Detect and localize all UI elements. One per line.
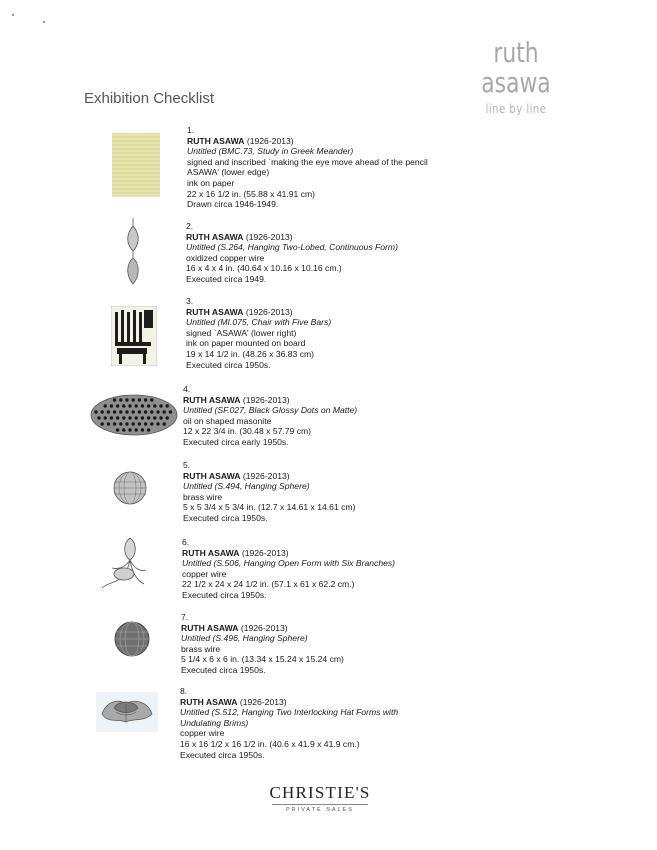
medium: copper wire <box>182 568 227 579</box>
artwork-thumbnail-6 <box>100 536 152 592</box>
artwork-title-cont: Undulating Brims) <box>180 717 249 728</box>
artwork-title: Untitled (MI.075, Chair with Five Bars) <box>186 317 332 328</box>
artist-name: RUTH ASAWA <box>181 622 239 633</box>
artwork-title: Untitled (S.494, Hanging Sphere) <box>183 481 310 492</box>
artwork-title: Untitled (S.264, Hanging Two-Lobed, Continuous Form) <box>186 242 398 253</box>
painted-dot <box>135 404 138 407</box>
artist-name: RUTH ASAWA <box>183 394 241 405</box>
painted-dot <box>110 404 113 407</box>
artist-dates: (1926-2013) <box>238 622 288 633</box>
artist-name: RUTH ASAWA <box>186 306 244 317</box>
artist-dates: (1926-2013) <box>240 470 290 481</box>
painted-dot <box>125 422 128 425</box>
painted-dot <box>150 422 153 425</box>
checklist-entry-7 <box>181 612 344 676</box>
painted-dot <box>113 422 116 425</box>
checklist-entry-4 <box>183 384 357 448</box>
painted-dot <box>153 404 156 407</box>
date: Executed circa early 1950s. <box>183 436 289 447</box>
painted-dot <box>116 416 119 419</box>
medium: brass wire <box>181 643 221 654</box>
painted-dot <box>166 416 169 419</box>
inscription-cont: ASAWA' (lower edge) <box>187 167 270 178</box>
painted-dot <box>107 422 110 425</box>
checklist-entry-5 <box>183 460 355 524</box>
painted-dot <box>147 428 150 431</box>
painted-dot <box>159 416 162 419</box>
artist-dates: (1926-2013) <box>239 547 289 558</box>
painted-dot <box>135 416 138 419</box>
painted-dot <box>128 416 131 419</box>
painted-dot <box>141 428 144 431</box>
artwork-title: Untitled (S.506, Hanging Open Form with Six Branches) <box>182 558 396 569</box>
christies-logo <box>260 783 380 813</box>
entry-number: 5. <box>183 460 191 470</box>
date: Executed circa 1950s. <box>181 664 266 675</box>
dimensions: 19 x 14 1/2 in. (48.26 x 36.83 cm) <box>186 348 315 359</box>
page-title: Exhibition Checklist <box>84 90 215 107</box>
painted-dot <box>159 404 162 407</box>
dimensions: 22 1/2 x 24 x 24 1/2 in. (57.1 x 61 x 62.2 cm.) <box>182 579 355 590</box>
painted-dot <box>94 410 97 413</box>
painted-dot <box>163 410 166 413</box>
entry-number: 4. <box>183 384 191 394</box>
painted-dot <box>169 410 172 413</box>
entry-number: 2. <box>186 221 194 231</box>
artist-name: RUTH ASAWA <box>182 547 240 558</box>
exhibition-title: ruth asawa <box>481 36 551 99</box>
painted-dot <box>119 422 122 425</box>
painted-dot <box>97 416 100 419</box>
painted-dot <box>144 410 147 413</box>
medium: oil on shaped masonite <box>183 415 272 426</box>
dimensions: 12 x 22 3/4 in. (30.48 x 57.79 cm) <box>183 426 312 437</box>
exhibition-brand <box>446 38 586 116</box>
private-sales-label: PRIVATE SALES <box>272 804 368 813</box>
artwork-title: Untitled (S.512, Hanging Two Interlocking Hat Forms with <box>180 707 399 718</box>
artist-name: RUTH ASAWA <box>187 135 245 146</box>
dimensions: 5 x 5 3/4 x 5 3/4 in. (12.7 x 14.61 x 14.61 cm) <box>183 502 356 513</box>
painted-dot <box>150 398 153 401</box>
date: Drawn circa 1946-1949. <box>187 199 279 210</box>
dimensions: 5 1/4 x 6 x 6 in. (13.34 x 15.24 x 15.24 cm) <box>181 654 344 665</box>
painted-dot <box>122 404 125 407</box>
painted-dot <box>104 404 107 407</box>
checklist-entry-2 <box>186 221 398 285</box>
medium: oxidized copper wire <box>186 252 265 263</box>
painted-dot <box>166 404 169 407</box>
checklist-entry-6 <box>182 537 395 601</box>
painted-dot <box>113 398 116 401</box>
artist-name: RUTH ASAWA <box>180 696 238 707</box>
dimensions: 16 x 16 1/2 x 16 1/2 in. (40.6 x 41.9 x 41.9 cm.) <box>180 738 360 749</box>
entry-number: 6. <box>182 537 190 547</box>
entry-number: 7. <box>181 612 189 622</box>
artist-dates: (1926-2013) <box>244 135 294 146</box>
painted-dot <box>116 428 119 431</box>
medium: brass wire <box>183 491 223 502</box>
artwork-thumbnail-3 <box>111 306 157 366</box>
painted-dot <box>104 416 107 419</box>
artwork-title: Untitled (SF.027, Black Glossy Dots on Matte) <box>183 405 358 416</box>
painted-dot <box>119 398 122 401</box>
painted-dot <box>107 410 110 413</box>
painted-dot <box>147 404 150 407</box>
date: Executed circa 1950s. <box>186 359 271 370</box>
painted-dot <box>122 428 125 431</box>
christies-wordmark: CHRISTIE'S <box>269 783 371 802</box>
scan-speck <box>12 14 14 16</box>
medium: copper wire <box>180 728 225 739</box>
date: Executed circa 1949. <box>186 273 267 284</box>
dimensions: 16 x 4 x 4 in. (40.64 x 10.16 x 10.16 cm.) <box>186 263 342 274</box>
painted-dot <box>138 398 141 401</box>
painted-dot <box>144 398 147 401</box>
painted-dot <box>141 416 144 419</box>
artwork-thumbnail-1 <box>112 133 160 197</box>
dimensions: 22 x 16 1/2 in. (55.88 x 41.91 cm) <box>187 188 316 199</box>
painted-dot <box>144 422 147 425</box>
painted-dot <box>132 410 135 413</box>
painted-dot <box>150 410 153 413</box>
painted-dot <box>138 410 141 413</box>
date: Executed circa 1950s. <box>183 512 268 523</box>
painted-dot <box>141 404 144 407</box>
painted-dot <box>125 410 128 413</box>
artwork-thumbnail-5 <box>112 470 148 506</box>
artist-dates: (1926-2013) <box>243 306 293 317</box>
scan-speck <box>43 21 45 23</box>
artwork-thumbnail-7 <box>113 620 151 658</box>
painted-dot <box>122 416 125 419</box>
artwork-thumbnail-8 <box>96 692 158 732</box>
exhibition-subtitle: line by line <box>485 102 547 116</box>
medium: ink on paper <box>187 177 235 188</box>
entry-number: 8. <box>180 686 188 696</box>
painted-dot <box>119 410 122 413</box>
painted-dot <box>110 416 113 419</box>
checklist-entry-1 <box>187 125 428 210</box>
artist-dates: (1926-2013) <box>243 231 293 242</box>
painted-dot <box>132 398 135 401</box>
checklist-entry-3 <box>186 296 331 370</box>
entry-number: 1. <box>187 125 195 135</box>
painted-dot <box>163 422 166 425</box>
artist-dates: (1926-2013) <box>240 394 290 405</box>
medium: ink on paper mounted on board <box>186 338 306 349</box>
painted-dot <box>101 422 104 425</box>
entry-number: 3. <box>186 296 194 306</box>
artist-name: RUTH ASAWA <box>186 231 244 242</box>
painted-dot <box>138 422 141 425</box>
artwork-title: Untitled (S.496, Hanging Sphere) <box>181 633 308 644</box>
painted-dot <box>156 410 159 413</box>
painted-dot <box>132 422 135 425</box>
inscription: signed `ASAWA' (lower right) <box>186 327 297 338</box>
painted-dot <box>125 398 128 401</box>
painted-dot <box>113 410 116 413</box>
inscription: signed and inscribed `making the eye move ahead of the pencil <box>187 156 428 167</box>
date: Executed circa 1950s. <box>182 589 267 600</box>
artwork-thumbnail-4 <box>90 394 178 436</box>
painted-dot <box>156 422 159 425</box>
painted-dot <box>147 416 150 419</box>
painted-dot <box>128 404 131 407</box>
artwork-title: Untitled (BMC.73, Study in Greek Meander) <box>187 146 354 157</box>
painted-dot <box>116 404 119 407</box>
checklist-entry-8 <box>180 686 398 760</box>
date: Executed circa 1950s. <box>180 749 265 760</box>
painted-dot <box>153 416 156 419</box>
artist-name: RUTH ASAWA <box>183 470 241 481</box>
artist-dates: (1926-2013) <box>237 696 287 707</box>
painted-dot <box>128 428 131 431</box>
painted-dot <box>101 410 104 413</box>
artwork-thumbnail-2 <box>122 218 144 288</box>
painted-dot <box>135 428 138 431</box>
